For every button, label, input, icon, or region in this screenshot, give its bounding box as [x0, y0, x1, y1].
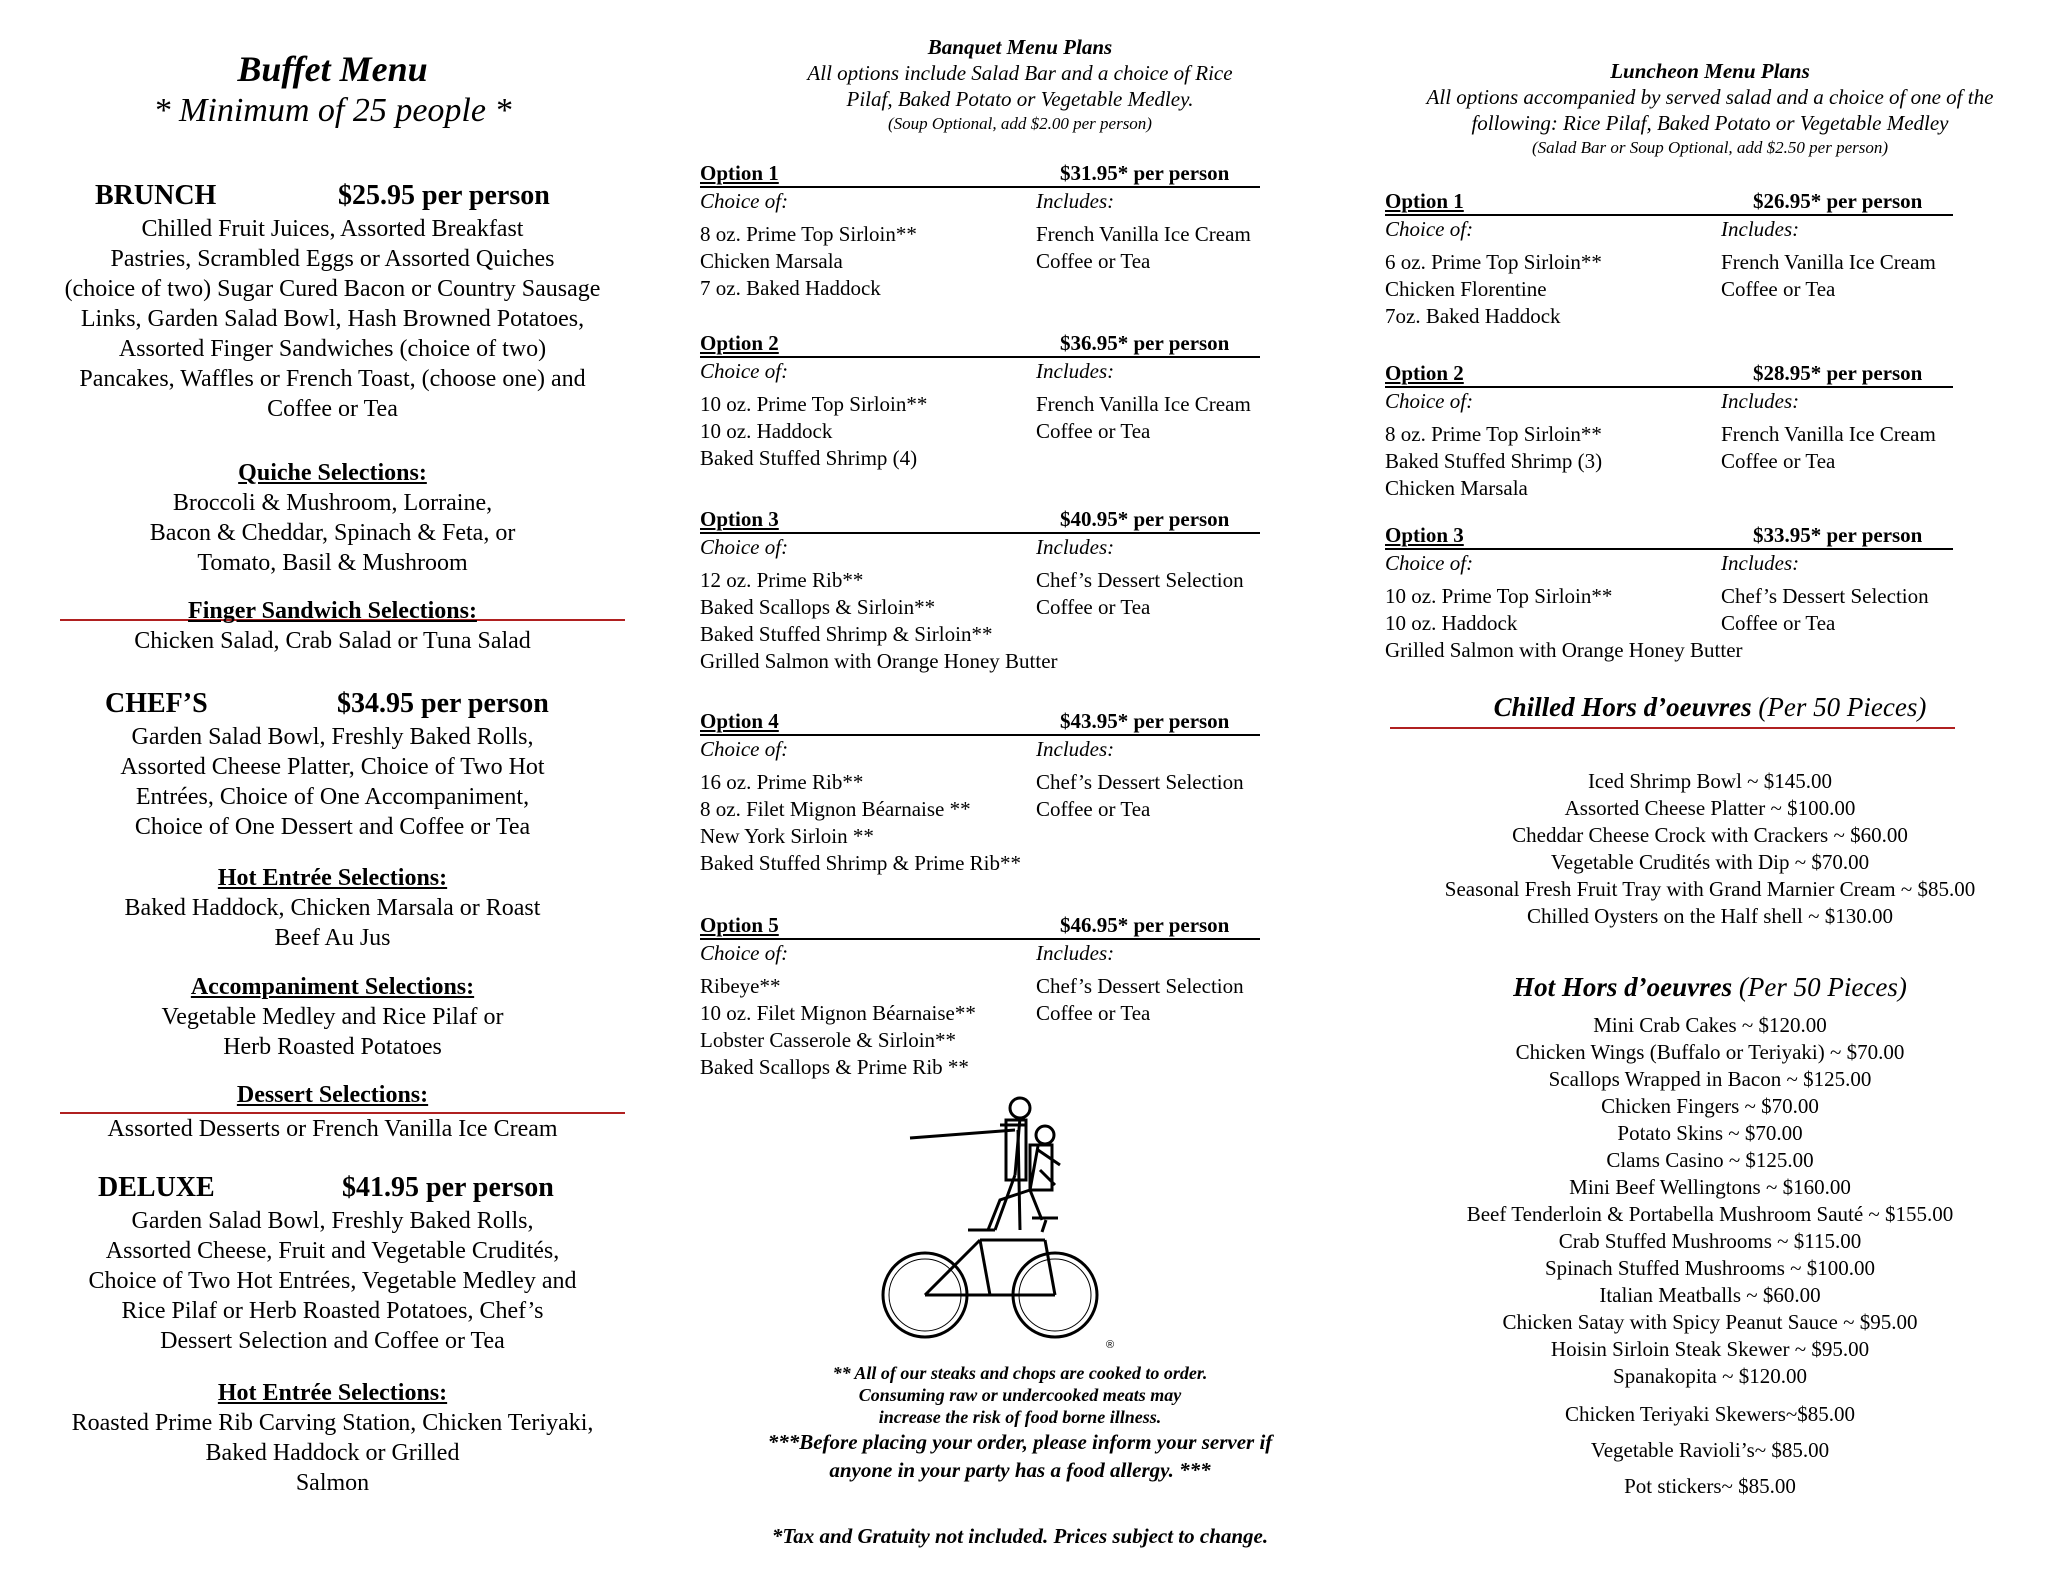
hors-item: Spinach Stuffed Mushrooms ~ $100.00	[1544, 1256, 1876, 1280]
choice-label: Choice of:	[700, 941, 789, 965]
tax-notice: *Tax and Gratuity not included. Prices subject to change.	[771, 1524, 1269, 1548]
line: Choice of Two Hot Entrées, Vegetable Medley and	[88, 1268, 577, 1294]
chilled-heading	[1385, 692, 2035, 723]
includes-label: Includes:	[1721, 551, 1800, 575]
entree-item: Grilled Salmon with Orange Honey Butter	[1385, 638, 1743, 662]
choice-label: Choice of:	[1385, 217, 1474, 241]
includes-label: Includes:	[1036, 535, 1115, 559]
hors-item: Iced Shrimp Bowl ~ $145.00	[1587, 769, 1833, 793]
line: Baked Haddock or Grilled	[205, 1440, 460, 1466]
option-price: $36.95* per person	[1060, 331, 1230, 355]
line: ** All of our steaks and chops are cooked to order.	[832, 1363, 1208, 1383]
line: Herb Roasted Potatoes	[223, 1034, 442, 1060]
menu-option	[700, 160, 1260, 302]
hors-item: Chilled Oysters on the Half shell ~ $130.00	[1527, 904, 1893, 928]
hors-item: Clams Casino ~ $125.00	[1606, 1148, 1814, 1172]
hot-heading	[1385, 972, 2035, 1003]
option-header	[700, 912, 1260, 940]
quiche-section	[40, 458, 625, 578]
choice-label: Choice of:	[1385, 551, 1474, 575]
includes-label: Includes:	[1721, 389, 1800, 413]
luncheon-desc-line: All options accompanied by served salad and a choice of one of the	[1426, 85, 1994, 109]
hot-entree-heading: Hot Entrée Selections:	[217, 865, 448, 891]
luncheon-note: (Salad Bar or Soup Optional, add $2.50 per person)	[1531, 138, 1889, 157]
menu-option	[1385, 360, 1953, 502]
option-name: Option 1	[700, 161, 779, 185]
hors-item: Beef Tenderloin & Portabella Mushroom Sauté ~ $155.00	[1466, 1202, 1954, 1226]
choice-label: Choice of:	[1385, 389, 1474, 413]
hors-item: Chicken Satay with Spicy Peanut Sauce ~ $95.00	[1502, 1310, 1918, 1334]
menu-option	[700, 506, 1260, 675]
entree-item: 10 oz. Prime Top Sirloin**	[700, 392, 928, 416]
bicycle-performers-icon	[870, 1090, 1130, 1360]
option-price: $26.95* per person	[1753, 189, 1923, 213]
banquet-header	[700, 34, 1340, 136]
entree-item: Baked Scallops & Sirloin**	[700, 595, 936, 619]
menu-option	[700, 708, 1260, 877]
option-header	[1385, 188, 1953, 216]
entree-item: 10 oz. Haddock	[1385, 611, 1518, 635]
hors-item: Seasonal Fresh Fruit Tray with Grand Marnier Cream ~ $85.00	[1444, 877, 1976, 901]
banquet-desc-line: Pilaf, Baked Potato or Vegetable Medley.	[846, 87, 1194, 111]
line: Beef Au Jus	[274, 925, 391, 951]
entree-item: 8 oz. Prime Top Sirloin**	[1385, 422, 1602, 446]
choice-label: Choice of:	[700, 535, 789, 559]
entree-item: Baked Stuffed Shrimp & Sirloin**	[700, 622, 993, 646]
menu-option	[1385, 188, 1953, 330]
included-item: French Vanilla Ice Cream	[1036, 222, 1251, 246]
line: anyone in your party has a food allergy. ***	[829, 1458, 1211, 1482]
option-price: $43.95* per person	[1060, 709, 1230, 733]
accompaniment-section	[40, 972, 625, 1062]
chilled-title: Chilled Hors d’oeuvres	[1493, 692, 1752, 722]
option-header	[700, 160, 1260, 188]
hors-item: Mini Beef Wellingtons ~ $160.00	[1569, 1175, 1851, 1199]
hors-item: Hoisin Sirloin Steak Skewer ~ $95.00	[1550, 1337, 1870, 1361]
line: Broccoli & Mushroom, Lorraine,	[172, 490, 493, 516]
line: Salmon	[295, 1470, 370, 1496]
included-item: Chef’s Dessert Selection	[1036, 974, 1244, 998]
entree-item: 10 oz. Prime Top Sirloin**	[1385, 584, 1613, 608]
chefs-name: CHEF’S	[105, 688, 208, 719]
includes-label: Includes:	[1036, 359, 1115, 383]
hot-extra-list	[1385, 1396, 2035, 1504]
hot-title: Hot Hors d’oeuvres	[1513, 972, 1733, 1002]
line: Baked Haddock, Chicken Marsala or Roast	[124, 895, 541, 921]
buffet-subtitle: * Minimum of 25 people *	[153, 92, 512, 129]
choice-label: Choice of:	[700, 737, 789, 761]
hot-entree-section-1	[40, 863, 625, 953]
line: Assorted Finger Sandwiches (choice of two)	[118, 336, 547, 362]
line: increase the risk of food borne illness.	[878, 1407, 1162, 1427]
line: Garden Salad Bowl, Freshly Baked Rolls,	[131, 1208, 534, 1234]
hors-item: Chicken Fingers ~ $70.00	[1601, 1094, 1819, 1118]
banquet-title: Banquet Menu Plans	[927, 35, 1113, 59]
menu-option	[700, 330, 1260, 472]
line: (choice of two) Sugar Cured Bacon or Country Sausage	[64, 276, 601, 302]
luncheon-header	[1385, 58, 2035, 160]
line: Bacon & Cheddar, Spinach & Feta, or	[149, 520, 516, 546]
option-price: $46.95* per person	[1060, 913, 1230, 937]
included-item: Coffee or Tea	[1036, 419, 1151, 443]
included-item: Coffee or Tea	[1036, 797, 1151, 821]
option-price: $31.95* per person	[1060, 161, 1230, 185]
option-name: Option 3	[1385, 523, 1464, 547]
included-item: Chef’s Dessert Selection	[1721, 584, 1929, 608]
line: Vegetable Medley and Rice Pilaf or	[161, 1004, 504, 1030]
entree-item: Baked Scallops & Prime Rib **	[700, 1055, 969, 1079]
hot-list	[1385, 1012, 2035, 1390]
bicycle-illustration	[870, 1090, 1130, 1360]
option-name: Option 5	[700, 913, 779, 937]
line: Entrées, Choice of One Accompaniment,	[135, 784, 530, 810]
deluxe-price: $41.95 per person	[342, 1172, 554, 1203]
line: Assorted Cheese Platter, Choice of Two Hot	[120, 754, 545, 780]
included-item: Chef’s Dessert Selection	[1036, 770, 1244, 794]
buffet-column	[40, 0, 625, 1582]
finger-heading: Finger Sandwich Selections:	[188, 598, 477, 624]
hors-item: Vegetable Crudités with Dip ~ $70.00	[1550, 850, 1870, 874]
line: Pastries, Scrambled Eggs or Assorted Quiches	[110, 246, 555, 272]
entree-item: 10 oz. Haddock	[700, 419, 833, 443]
option-name: Option 4	[700, 709, 779, 733]
line: Chicken Salad, Crab Salad or Tuna Salad	[134, 628, 531, 654]
hors-item: Chicken Teriyaki Skewers~$85.00	[1564, 1402, 1856, 1426]
accompaniment-heading: Accompaniment Selections:	[190, 974, 475, 1000]
option-header	[700, 506, 1260, 534]
svg-text:®: ®	[1106, 1339, 1115, 1351]
brunch-price: $25.95 per person	[338, 180, 550, 211]
line: Pancakes, Waffles or French Toast, (choose one) and	[79, 366, 586, 392]
line: Assorted Cheese, Fruit and Vegetable Crudités,	[105, 1238, 560, 1264]
line: Chilled Fruit Juices, Assorted Breakfast	[141, 216, 524, 242]
included-item: French Vanilla Ice Cream	[1721, 250, 1936, 274]
option-header	[1385, 360, 1953, 388]
entree-item: 7oz. Baked Haddock	[1385, 304, 1561, 328]
hot-entree-section-2	[40, 1378, 625, 1498]
hors-item: Vegetable Ravioli’s~ $85.00	[1590, 1438, 1830, 1462]
luncheon-column	[1385, 0, 2035, 1582]
entree-item: Chicken Marsala	[1385, 476, 1528, 500]
hot-qty: (Per 50 Pieces)	[1738, 972, 1907, 1002]
includes-label: Includes:	[1721, 217, 1800, 241]
buffet-title: Buffet Menu	[237, 49, 428, 89]
entree-item: 16 oz. Prime Rib**	[700, 770, 864, 794]
line: Coffee or Tea	[267, 396, 398, 422]
included-item: Coffee or Tea	[1036, 595, 1151, 619]
included-item: Coffee or Tea	[1721, 277, 1836, 301]
chefs-price: $34.95 per person	[337, 688, 549, 719]
included-item: Coffee or Tea	[1721, 611, 1836, 635]
option-price: $28.95* per person	[1753, 361, 1923, 385]
line: ***Before placing your order, please inform your server if	[767, 1430, 1273, 1454]
dessert-section	[40, 1080, 625, 1144]
line: Assorted Desserts or French Vanilla Ice Cream	[107, 1116, 558, 1142]
option-name: Option 3	[700, 507, 779, 531]
includes-label: Includes:	[1036, 189, 1115, 213]
included-item: Chef’s Dessert Selection	[1036, 568, 1244, 592]
includes-label: Includes:	[1036, 941, 1115, 965]
banquet-desc-line: All options include Salad Bar and a choice of Rice	[807, 61, 1233, 85]
line: Dessert Selection and Coffee or Tea	[160, 1328, 505, 1354]
allergy-notice	[700, 1428, 1340, 1484]
dessert-heading: Dessert Selections:	[236, 1082, 429, 1108]
entree-item: Chicken Florentine	[1385, 277, 1547, 301]
banquet-note: (Soup Optional, add $2.00 per person)	[888, 114, 1152, 133]
entree-item: 8 oz. Prime Top Sirloin**	[700, 222, 917, 246]
included-item: Coffee or Tea	[1721, 449, 1836, 473]
entree-item: Baked Stuffed Shrimp (3)	[1385, 449, 1603, 473]
line: Tomato, Basil & Mushroom	[197, 550, 468, 576]
option-price: $40.95* per person	[1060, 507, 1230, 531]
hors-item: Assorted Cheese Platter ~ $100.00	[1564, 796, 1856, 820]
hors-item: Crab Stuffed Mushrooms ~ $115.00	[1558, 1229, 1862, 1253]
hot-entree-heading: Hot Entrée Selections:	[217, 1380, 448, 1406]
hors-item: Cheddar Cheese Crock with Crackers ~ $60.00	[1512, 823, 1908, 847]
finger-section	[40, 596, 625, 656]
chefs-section	[40, 688, 625, 842]
banquet-column	[700, 0, 1340, 1582]
brunch-description	[40, 214, 625, 424]
included-item: French Vanilla Ice Cream	[1036, 392, 1251, 416]
option-header	[700, 708, 1260, 736]
entree-item: Chicken Marsala	[700, 249, 843, 273]
included-item: French Vanilla Ice Cream	[1721, 422, 1936, 446]
entree-item: 12 oz. Prime Rib**	[700, 568, 864, 592]
menu-option	[1385, 522, 1953, 664]
option-name: Option 2	[1385, 361, 1464, 385]
menu-option	[700, 912, 1260, 1081]
includes-label: Includes:	[1036, 737, 1115, 761]
line: Consuming raw or undercooked meats may	[858, 1385, 1182, 1405]
option-header	[1385, 522, 1953, 550]
entree-item: 10 oz. Filet Mignon Béarnaise**	[700, 1001, 976, 1025]
included-item: Coffee or Tea	[1036, 249, 1151, 273]
choice-label: Choice of:	[700, 359, 789, 383]
option-price: $33.95* per person	[1753, 523, 1923, 547]
entree-item: Grilled Salmon with Orange Honey Butter	[700, 649, 1058, 673]
chilled-qty: (Per 50 Pieces)	[1758, 692, 1927, 722]
divider	[1390, 727, 1955, 729]
option-header	[700, 330, 1260, 358]
line: Links, Garden Salad Bowl, Hash Browned Potatoes,	[80, 306, 585, 332]
entree-item: Baked Stuffed Shrimp (4)	[700, 446, 918, 470]
chilled-list	[1385, 768, 2035, 930]
divider	[60, 1112, 625, 1114]
quiche-heading: Quiche Selections:	[238, 460, 427, 486]
choice-label: Choice of:	[700, 189, 789, 213]
hors-item: Spanakopita ~ $120.00	[1613, 1364, 1807, 1388]
hors-item: Pot stickers~ $85.00	[1624, 1474, 1796, 1498]
entree-item: Ribeye**	[700, 974, 781, 998]
option-name: Option 1	[1385, 189, 1464, 213]
line: Roasted Prime Rib Carving Station, Chicken Teriyaki,	[71, 1410, 594, 1436]
entree-item: Baked Stuffed Shrimp & Prime Rib**	[700, 851, 1022, 875]
steak-footnote	[700, 1362, 1340, 1428]
luncheon-title: Luncheon Menu Plans	[1610, 59, 1810, 83]
luncheon-desc-line: following: Rice Pilaf, Baked Potato or Vegetable Medley	[1471, 111, 1949, 135]
entree-item: 6 oz. Prime Top Sirloin**	[1385, 250, 1602, 274]
deluxe-section	[40, 1172, 625, 1356]
entree-item: New York Sirloin **	[700, 824, 874, 848]
hors-item: Chicken Wings (Buffalo or Teriyaki) ~ $70.00	[1515, 1040, 1905, 1064]
hors-item: Potato Skins ~ $70.00	[1617, 1121, 1803, 1145]
entree-item: 7 oz. Baked Haddock	[700, 276, 881, 300]
line: Choice of One Dessert and Coffee or Tea	[134, 814, 531, 840]
brunch-section	[40, 180, 625, 424]
entree-item: 8 oz. Filet Mignon Béarnaise **	[700, 797, 971, 821]
included-item: Coffee or Tea	[1036, 1001, 1151, 1025]
line: Garden Salad Bowl, Freshly Baked Rolls,	[131, 724, 534, 750]
option-name: Option 2	[700, 331, 779, 355]
brunch-name: BRUNCH	[95, 180, 217, 211]
hors-item: Scallops Wrapped in Bacon ~ $125.00	[1548, 1067, 1872, 1091]
entree-item: Lobster Casserole & Sirloin**	[700, 1028, 957, 1052]
hors-item: Mini Crab Cakes ~ $120.00	[1593, 1013, 1827, 1037]
hors-item: Italian Meatballs ~ $60.00	[1599, 1283, 1821, 1307]
deluxe-name: DELUXE	[98, 1172, 215, 1203]
line: Rice Pilaf or Herb Roasted Potatoes, Chef’s	[121, 1298, 544, 1324]
